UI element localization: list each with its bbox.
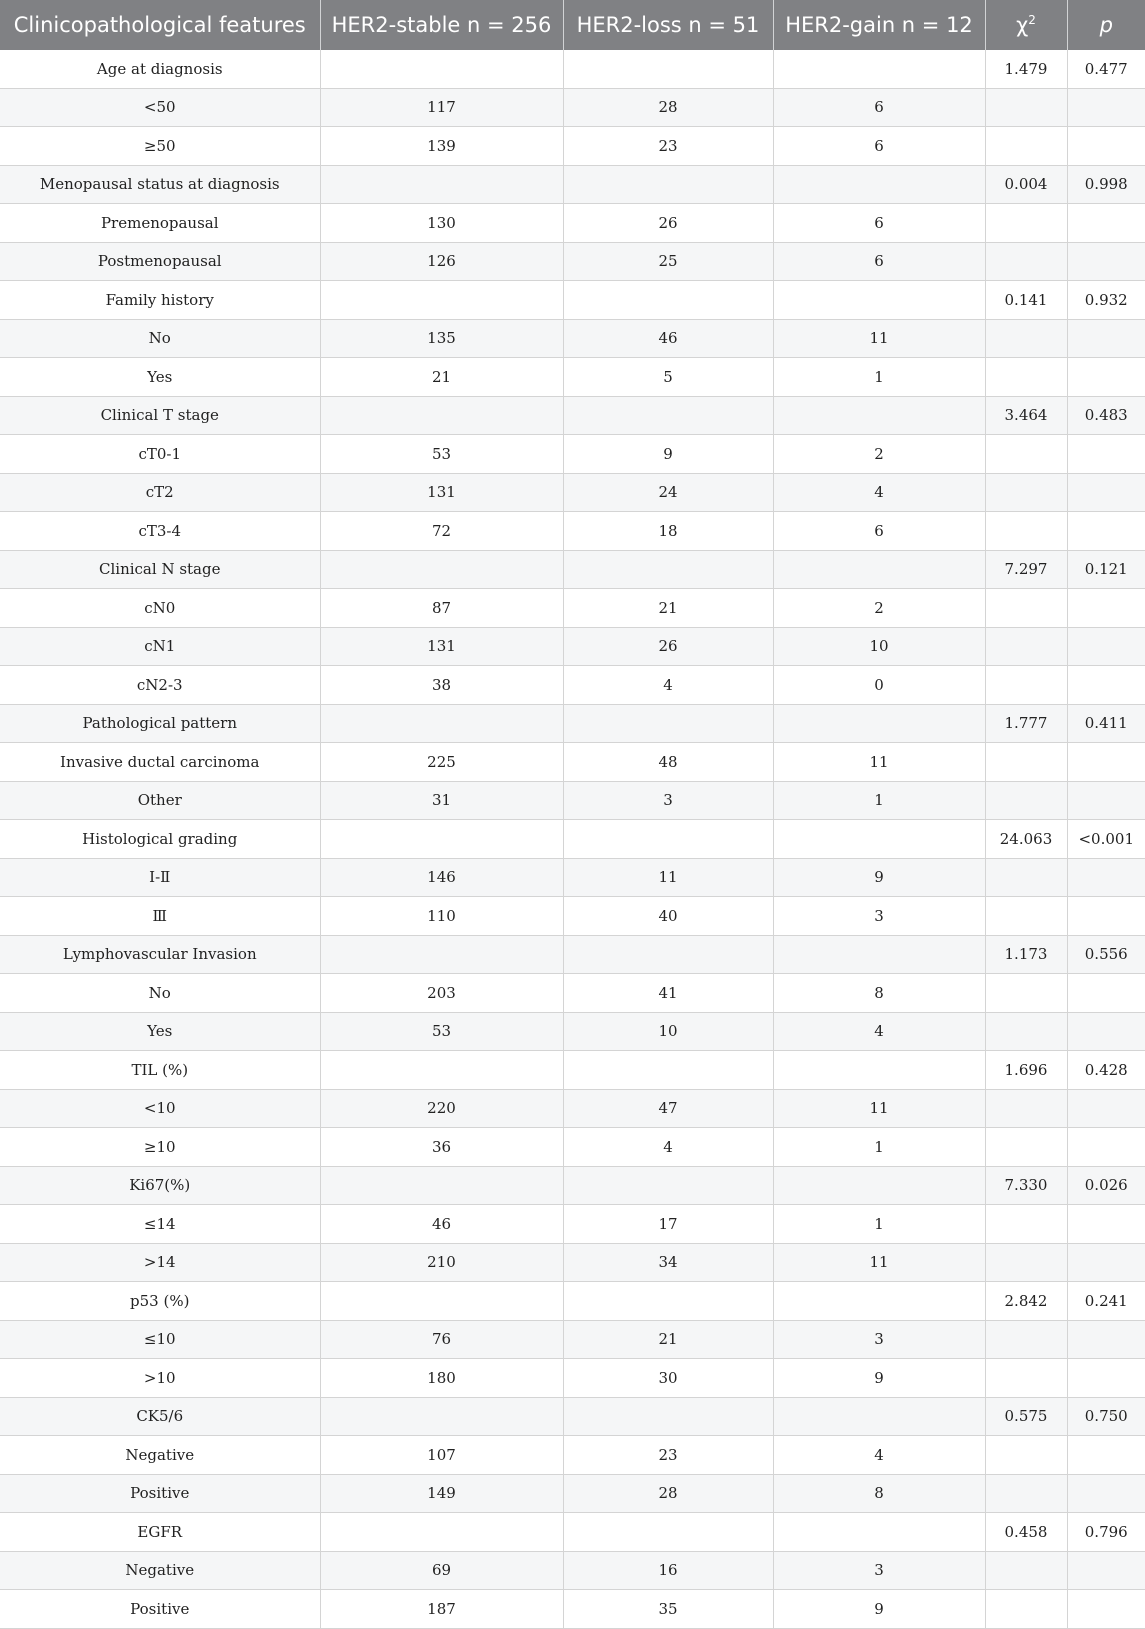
her2-gain-cell: 8: [773, 974, 985, 1013]
p-value-cell: [1067, 1012, 1145, 1051]
her2-gain-cell: [773, 281, 985, 320]
table-body: [0, 50, 1145, 1628]
her2-stable-cell: [320, 1513, 563, 1552]
her2-gain-cell: 3: [773, 1551, 985, 1590]
feature-cell: Positive: [0, 1590, 320, 1629]
her2-stable-cell: [320, 935, 563, 974]
her2-loss-cell: 3: [563, 781, 773, 820]
feature-cell: Yes: [0, 1012, 320, 1051]
table-row: [0, 627, 1145, 666]
chi-square-cell: [985, 1436, 1067, 1475]
her2-loss-cell: 26: [563, 204, 773, 243]
chi-square-cell: 0.575: [985, 1397, 1067, 1436]
table-row: [0, 512, 1145, 551]
feature-cell: Negative: [0, 1551, 320, 1590]
her2-loss-cell: [563, 704, 773, 743]
her2-loss-cell: 40: [563, 897, 773, 936]
feature-cell: Other: [0, 781, 320, 820]
p-value-cell: [1067, 1089, 1145, 1128]
p-value-cell: [1067, 743, 1145, 782]
feature-cell: >14: [0, 1243, 320, 1282]
p-value-cell: [1067, 666, 1145, 705]
header-row: [0, 0, 1145, 50]
p-value-cell: 0.998: [1067, 165, 1145, 204]
table-row: [0, 1436, 1145, 1475]
feature-cell: Pathological pattern: [0, 704, 320, 743]
feature-cell: Positive: [0, 1474, 320, 1513]
table-row: [0, 127, 1145, 166]
chi-square-cell: 0.004: [985, 165, 1067, 204]
chi-square-cell: 7.330: [985, 1166, 1067, 1205]
chi-square-cell: [985, 1128, 1067, 1167]
her2-loss-cell: 5: [563, 358, 773, 397]
p-value-cell: 0.121: [1067, 550, 1145, 589]
chi-square-cell: [985, 127, 1067, 166]
p-value-cell: [1067, 435, 1145, 474]
feature-cell: Menopausal status at diagnosis: [0, 165, 320, 204]
table-row: [0, 1128, 1145, 1167]
table-row: [0, 935, 1145, 974]
p-value-cell: 0.483: [1067, 396, 1145, 435]
table-row: [0, 743, 1145, 782]
her2-gain-cell: 9: [773, 1590, 985, 1629]
her2-loss-cell: 28: [563, 1474, 773, 1513]
her2-loss-cell: [563, 1051, 773, 1090]
her2-gain-cell: 6: [773, 242, 985, 281]
feature-cell: <50: [0, 88, 320, 127]
chi-square-cell: [985, 319, 1067, 358]
table-row: [0, 319, 1145, 358]
p-value-cell: 0.026: [1067, 1166, 1145, 1205]
her2-gain-cell: 9: [773, 858, 985, 897]
her2-stable-cell: 36: [320, 1128, 563, 1167]
chi-square-cell: 7.297: [985, 550, 1067, 589]
feature-cell: p53 (%): [0, 1282, 320, 1321]
her2-gain-cell: [773, 1282, 985, 1321]
table-row: [0, 1397, 1145, 1436]
chi-square-cell: [985, 1243, 1067, 1282]
table-row: [0, 435, 1145, 474]
p-value-cell: [1067, 127, 1145, 166]
table-row: [0, 396, 1145, 435]
feature-cell: cT2: [0, 473, 320, 512]
her2-loss-cell: [563, 1513, 773, 1552]
her2-stable-cell: [320, 1282, 563, 1321]
her2-stable-cell: 131: [320, 473, 563, 512]
her2-gain-cell: [773, 396, 985, 435]
her2-loss-cell: [563, 820, 773, 859]
her2-gain-cell: 6: [773, 204, 985, 243]
p-value-cell: [1067, 1359, 1145, 1398]
table-row: [0, 1205, 1145, 1244]
table-row: [0, 589, 1145, 628]
chi-square-cell: 2.842: [985, 1282, 1067, 1321]
chi-square-cell: [985, 589, 1067, 628]
her2-stable-cell: 46: [320, 1205, 563, 1244]
her2-gain-cell: [773, 50, 985, 88]
her2-loss-cell: [563, 550, 773, 589]
her2-loss-cell: 26: [563, 627, 773, 666]
her2-loss-cell: [563, 1397, 773, 1436]
feature-cell: Clinical T stage: [0, 396, 320, 435]
chi-square-cell: [985, 204, 1067, 243]
her2-gain-cell: [773, 1397, 985, 1436]
header-chi-square: [985, 0, 1067, 50]
her2-gain-cell: 4: [773, 1436, 985, 1475]
her2-loss-cell: 21: [563, 589, 773, 628]
table-row: [0, 1012, 1145, 1051]
p-value-cell: [1067, 473, 1145, 512]
feature-cell: Clinical N stage: [0, 550, 320, 589]
feature-cell: ≤14: [0, 1205, 320, 1244]
her2-gain-cell: [773, 1166, 985, 1205]
her2-stable-cell: [320, 165, 563, 204]
chi-square-cell: 24.063: [985, 820, 1067, 859]
p-value-cell: <0.001: [1067, 820, 1145, 859]
her2-stable-cell: 126: [320, 242, 563, 281]
her2-loss-cell: [563, 50, 773, 88]
p-value-cell: [1067, 512, 1145, 551]
her2-stable-cell: [320, 704, 563, 743]
her2-gain-cell: 4: [773, 473, 985, 512]
her2-gain-cell: 11: [773, 743, 985, 782]
header-her2-loss: HER2-loss n = 51: [563, 0, 773, 50]
feature-cell: Negative: [0, 1436, 320, 1475]
feature-cell: TIL (%): [0, 1051, 320, 1090]
her2-loss-cell: [563, 1166, 773, 1205]
p-value-cell: 0.556: [1067, 935, 1145, 974]
table-row: [0, 358, 1145, 397]
her2-gain-cell: 2: [773, 589, 985, 628]
p-value-cell: [1067, 627, 1145, 666]
feature-cell: Premenopausal: [0, 204, 320, 243]
p-value-cell: 0.796: [1067, 1513, 1145, 1552]
chi-square-cell: [985, 1359, 1067, 1398]
her2-loss-cell: [563, 396, 773, 435]
header-p-value: [1067, 0, 1145, 50]
her2-stable-cell: [320, 1051, 563, 1090]
her2-gain-cell: [773, 820, 985, 859]
her2-loss-cell: 46: [563, 319, 773, 358]
chi-square-cell: [985, 1012, 1067, 1051]
p-value-cell: 0.477: [1067, 50, 1145, 88]
feature-cell: cT0-1: [0, 435, 320, 474]
table-row: [0, 1551, 1145, 1590]
table-row: [0, 1243, 1145, 1282]
her2-loss-cell: [563, 1282, 773, 1321]
her2-loss-cell: 34: [563, 1243, 773, 1282]
table-row: [0, 1166, 1145, 1205]
her2-stable-cell: 31: [320, 781, 563, 820]
her2-stable-cell: 225: [320, 743, 563, 782]
her2-loss-cell: 18: [563, 512, 773, 551]
chi-square-cell: 1.696: [985, 1051, 1067, 1090]
her2-stable-cell: 203: [320, 974, 563, 1013]
her2-gain-cell: 1: [773, 781, 985, 820]
her2-stable-cell: [320, 396, 563, 435]
chi-superscript: 2: [1028, 13, 1036, 27]
her2-stable-cell: 130: [320, 204, 563, 243]
chi-square-cell: 1.777: [985, 704, 1067, 743]
her2-loss-cell: 11: [563, 858, 773, 897]
table-row: [0, 50, 1145, 88]
p-value-cell: 0.750: [1067, 1397, 1145, 1436]
p-value-cell: [1067, 88, 1145, 127]
her2-gain-cell: [773, 1513, 985, 1552]
feature-cell: cN2-3: [0, 666, 320, 705]
her2-loss-cell: 23: [563, 1436, 773, 1475]
p-value-cell: [1067, 1474, 1145, 1513]
her2-loss-cell: 25: [563, 242, 773, 281]
feature-cell: cN0: [0, 589, 320, 628]
p-value-cell: [1067, 589, 1145, 628]
table-row: [0, 704, 1145, 743]
table-row: [0, 242, 1145, 281]
her2-gain-cell: 9: [773, 1359, 985, 1398]
chi-square-cell: 0.458: [985, 1513, 1067, 1552]
her2-stable-cell: 187: [320, 1590, 563, 1629]
table-row: [0, 88, 1145, 127]
her2-loss-cell: 30: [563, 1359, 773, 1398]
her2-gain-cell: [773, 935, 985, 974]
her2-stable-cell: 69: [320, 1551, 563, 1590]
chi-square-cell: 3.464: [985, 396, 1067, 435]
p-value-cell: [1067, 897, 1145, 936]
table-row: [0, 1089, 1145, 1128]
p-value-cell: [1067, 781, 1145, 820]
her2-gain-cell: 8: [773, 1474, 985, 1513]
feature-cell: ≤10: [0, 1320, 320, 1359]
table-row: [0, 820, 1145, 859]
her2-stable-cell: [320, 550, 563, 589]
her2-gain-cell: 6: [773, 127, 985, 166]
p-value-cell: 0.411: [1067, 704, 1145, 743]
chi-square-cell: [985, 1474, 1067, 1513]
chi-square-cell: [985, 1551, 1067, 1590]
her2-stable-cell: 220: [320, 1089, 563, 1128]
feature-cell: ≥10: [0, 1128, 320, 1167]
feature-cell: <10: [0, 1089, 320, 1128]
chi-square-cell: [985, 1089, 1067, 1128]
table-row: [0, 1590, 1145, 1629]
her2-stable-cell: 139: [320, 127, 563, 166]
p-value-cell: [1067, 1205, 1145, 1244]
her2-gain-cell: [773, 704, 985, 743]
her2-stable-cell: 53: [320, 435, 563, 474]
p-value-cell: [1067, 974, 1145, 1013]
chi-square-cell: [985, 1205, 1067, 1244]
her2-loss-cell: 23: [563, 127, 773, 166]
her2-stable-cell: 210: [320, 1243, 563, 1282]
feature-cell: >10: [0, 1359, 320, 1398]
table-row: [0, 204, 1145, 243]
feature-cell: EGFR: [0, 1513, 320, 1552]
table-row: [0, 165, 1145, 204]
p-value-cell: [1067, 858, 1145, 897]
her2-gain-cell: 6: [773, 512, 985, 551]
her2-gain-cell: [773, 550, 985, 589]
table-row: [0, 550, 1145, 589]
table-row: [0, 1320, 1145, 1359]
chi-square-cell: [985, 743, 1067, 782]
table-row: [0, 974, 1145, 1013]
chi-square-cell: [985, 88, 1067, 127]
her2-stable-cell: 87: [320, 589, 563, 628]
her2-stable-cell: 180: [320, 1359, 563, 1398]
chi-square-cell: [985, 1590, 1067, 1629]
p-value-cell: [1067, 319, 1145, 358]
table-row: [0, 781, 1145, 820]
table-row: [0, 666, 1145, 705]
feature-cell: cN1: [0, 627, 320, 666]
feature-cell: Ⅰ-Ⅱ: [0, 858, 320, 897]
chi-square-cell: [985, 897, 1067, 936]
her2-loss-cell: 9: [563, 435, 773, 474]
chi-square-cell: [985, 473, 1067, 512]
feature-cell: No: [0, 319, 320, 358]
her2-loss-cell: 48: [563, 743, 773, 782]
p-value-cell: [1067, 204, 1145, 243]
feature-cell: ≥50: [0, 127, 320, 166]
her2-stable-cell: [320, 1166, 563, 1205]
feature-cell: Invasive ductal carcinoma: [0, 743, 320, 782]
p-value-cell: [1067, 1436, 1145, 1475]
header-her2-stable: HER2-stable n = 256: [320, 0, 563, 50]
header-her2-gain: HER2-gain n = 12: [773, 0, 985, 50]
her2-loss-cell: [563, 935, 773, 974]
her2-gain-cell: 6: [773, 88, 985, 127]
feature-cell: Yes: [0, 358, 320, 397]
chi-square-cell: [985, 242, 1067, 281]
her2-loss-cell: 41: [563, 974, 773, 1013]
table-row: [0, 473, 1145, 512]
her2-gain-cell: 4: [773, 1012, 985, 1051]
feature-cell: CK5/6: [0, 1397, 320, 1436]
her2-stable-cell: 53: [320, 1012, 563, 1051]
her2-loss-cell: 4: [563, 666, 773, 705]
her2-stable-cell: [320, 281, 563, 320]
feature-cell: Family history: [0, 281, 320, 320]
her2-stable-cell: 72: [320, 512, 563, 551]
p-value-cell: [1067, 358, 1145, 397]
chi-square-cell: [985, 666, 1067, 705]
her2-gain-cell: 11: [773, 1243, 985, 1282]
table-row: [0, 281, 1145, 320]
her2-gain-cell: 2: [773, 435, 985, 474]
her2-gain-cell: 0: [773, 666, 985, 705]
her2-gain-cell: 1: [773, 358, 985, 397]
her2-stable-cell: 76: [320, 1320, 563, 1359]
table-row: [0, 1359, 1145, 1398]
her2-loss-cell: 28: [563, 88, 773, 127]
her2-gain-cell: [773, 165, 985, 204]
her2-gain-cell: [773, 1051, 985, 1090]
her2-gain-cell: 10: [773, 627, 985, 666]
feature-cell: Postmenopausal: [0, 242, 320, 281]
table-row: [0, 1051, 1145, 1090]
chi-square-cell: [985, 974, 1067, 1013]
p-value-cell: [1067, 1320, 1145, 1359]
chi-symbol: χ: [1016, 13, 1029, 37]
chi-square-cell: [985, 512, 1067, 551]
her2-stable-cell: 135: [320, 319, 563, 358]
her2-loss-cell: 21: [563, 1320, 773, 1359]
her2-loss-cell: 16: [563, 1551, 773, 1590]
her2-loss-cell: 47: [563, 1089, 773, 1128]
her2-stable-cell: 131: [320, 627, 563, 666]
her2-stable-cell: 146: [320, 858, 563, 897]
her2-stable-cell: 21: [320, 358, 563, 397]
her2-stable-cell: [320, 820, 563, 859]
her2-loss-cell: 24: [563, 473, 773, 512]
her2-stable-cell: [320, 1397, 563, 1436]
her2-loss-cell: [563, 281, 773, 320]
her2-stable-cell: 107: [320, 1436, 563, 1475]
p-value-cell: 0.241: [1067, 1282, 1145, 1321]
p-value-cell: 0.428: [1067, 1051, 1145, 1090]
p-value-cell: [1067, 1551, 1145, 1590]
table-row: [0, 1474, 1145, 1513]
chi-square-cell: [985, 435, 1067, 474]
her2-loss-cell: 35: [563, 1590, 773, 1629]
chi-square-cell: [985, 627, 1067, 666]
feature-cell: Histological grading: [0, 820, 320, 859]
feature-cell: Age at diagnosis: [0, 50, 320, 88]
her2-gain-cell: 1: [773, 1205, 985, 1244]
table-row: [0, 858, 1145, 897]
chi-square-cell: [985, 858, 1067, 897]
her2-gain-cell: 1: [773, 1128, 985, 1167]
her2-loss-cell: 4: [563, 1128, 773, 1167]
feature-cell: No: [0, 974, 320, 1013]
p-symbol: p: [1099, 13, 1113, 37]
p-value-cell: 0.932: [1067, 281, 1145, 320]
her2-gain-cell: 11: [773, 319, 985, 358]
her2-gain-cell: 11: [773, 1089, 985, 1128]
feature-cell: cT3-4: [0, 512, 320, 551]
her2-stable-cell: [320, 50, 563, 88]
feature-cell: Ⅲ: [0, 897, 320, 936]
table-row: [0, 897, 1145, 936]
her2-stable-cell: 117: [320, 88, 563, 127]
table-row: [0, 1282, 1145, 1321]
her2-loss-cell: 17: [563, 1205, 773, 1244]
her2-loss-cell: [563, 165, 773, 204]
chi-square-cell: 1.173: [985, 935, 1067, 974]
chi-square-cell: [985, 781, 1067, 820]
chi-square-cell: 0.141: [985, 281, 1067, 320]
her2-stable-cell: 38: [320, 666, 563, 705]
her2-gain-cell: 3: [773, 1320, 985, 1359]
p-value-cell: [1067, 1243, 1145, 1282]
p-value-cell: [1067, 1590, 1145, 1629]
p-value-cell: [1067, 242, 1145, 281]
feature-cell: Ki67(%): [0, 1166, 320, 1205]
chi-square-cell: [985, 358, 1067, 397]
feature-cell: Lymphovascular Invasion: [0, 935, 320, 974]
her2-loss-cell: 10: [563, 1012, 773, 1051]
chi-square-cell: 1.479: [985, 50, 1067, 88]
her2-stable-cell: 149: [320, 1474, 563, 1513]
header-features: Clinicopathological features: [0, 0, 320, 50]
p-value-cell: [1067, 1128, 1145, 1167]
chi-square-cell: [985, 1320, 1067, 1359]
table-row: [0, 1513, 1145, 1552]
her2-stable-cell: 110: [320, 897, 563, 936]
her2-gain-cell: 3: [773, 897, 985, 936]
